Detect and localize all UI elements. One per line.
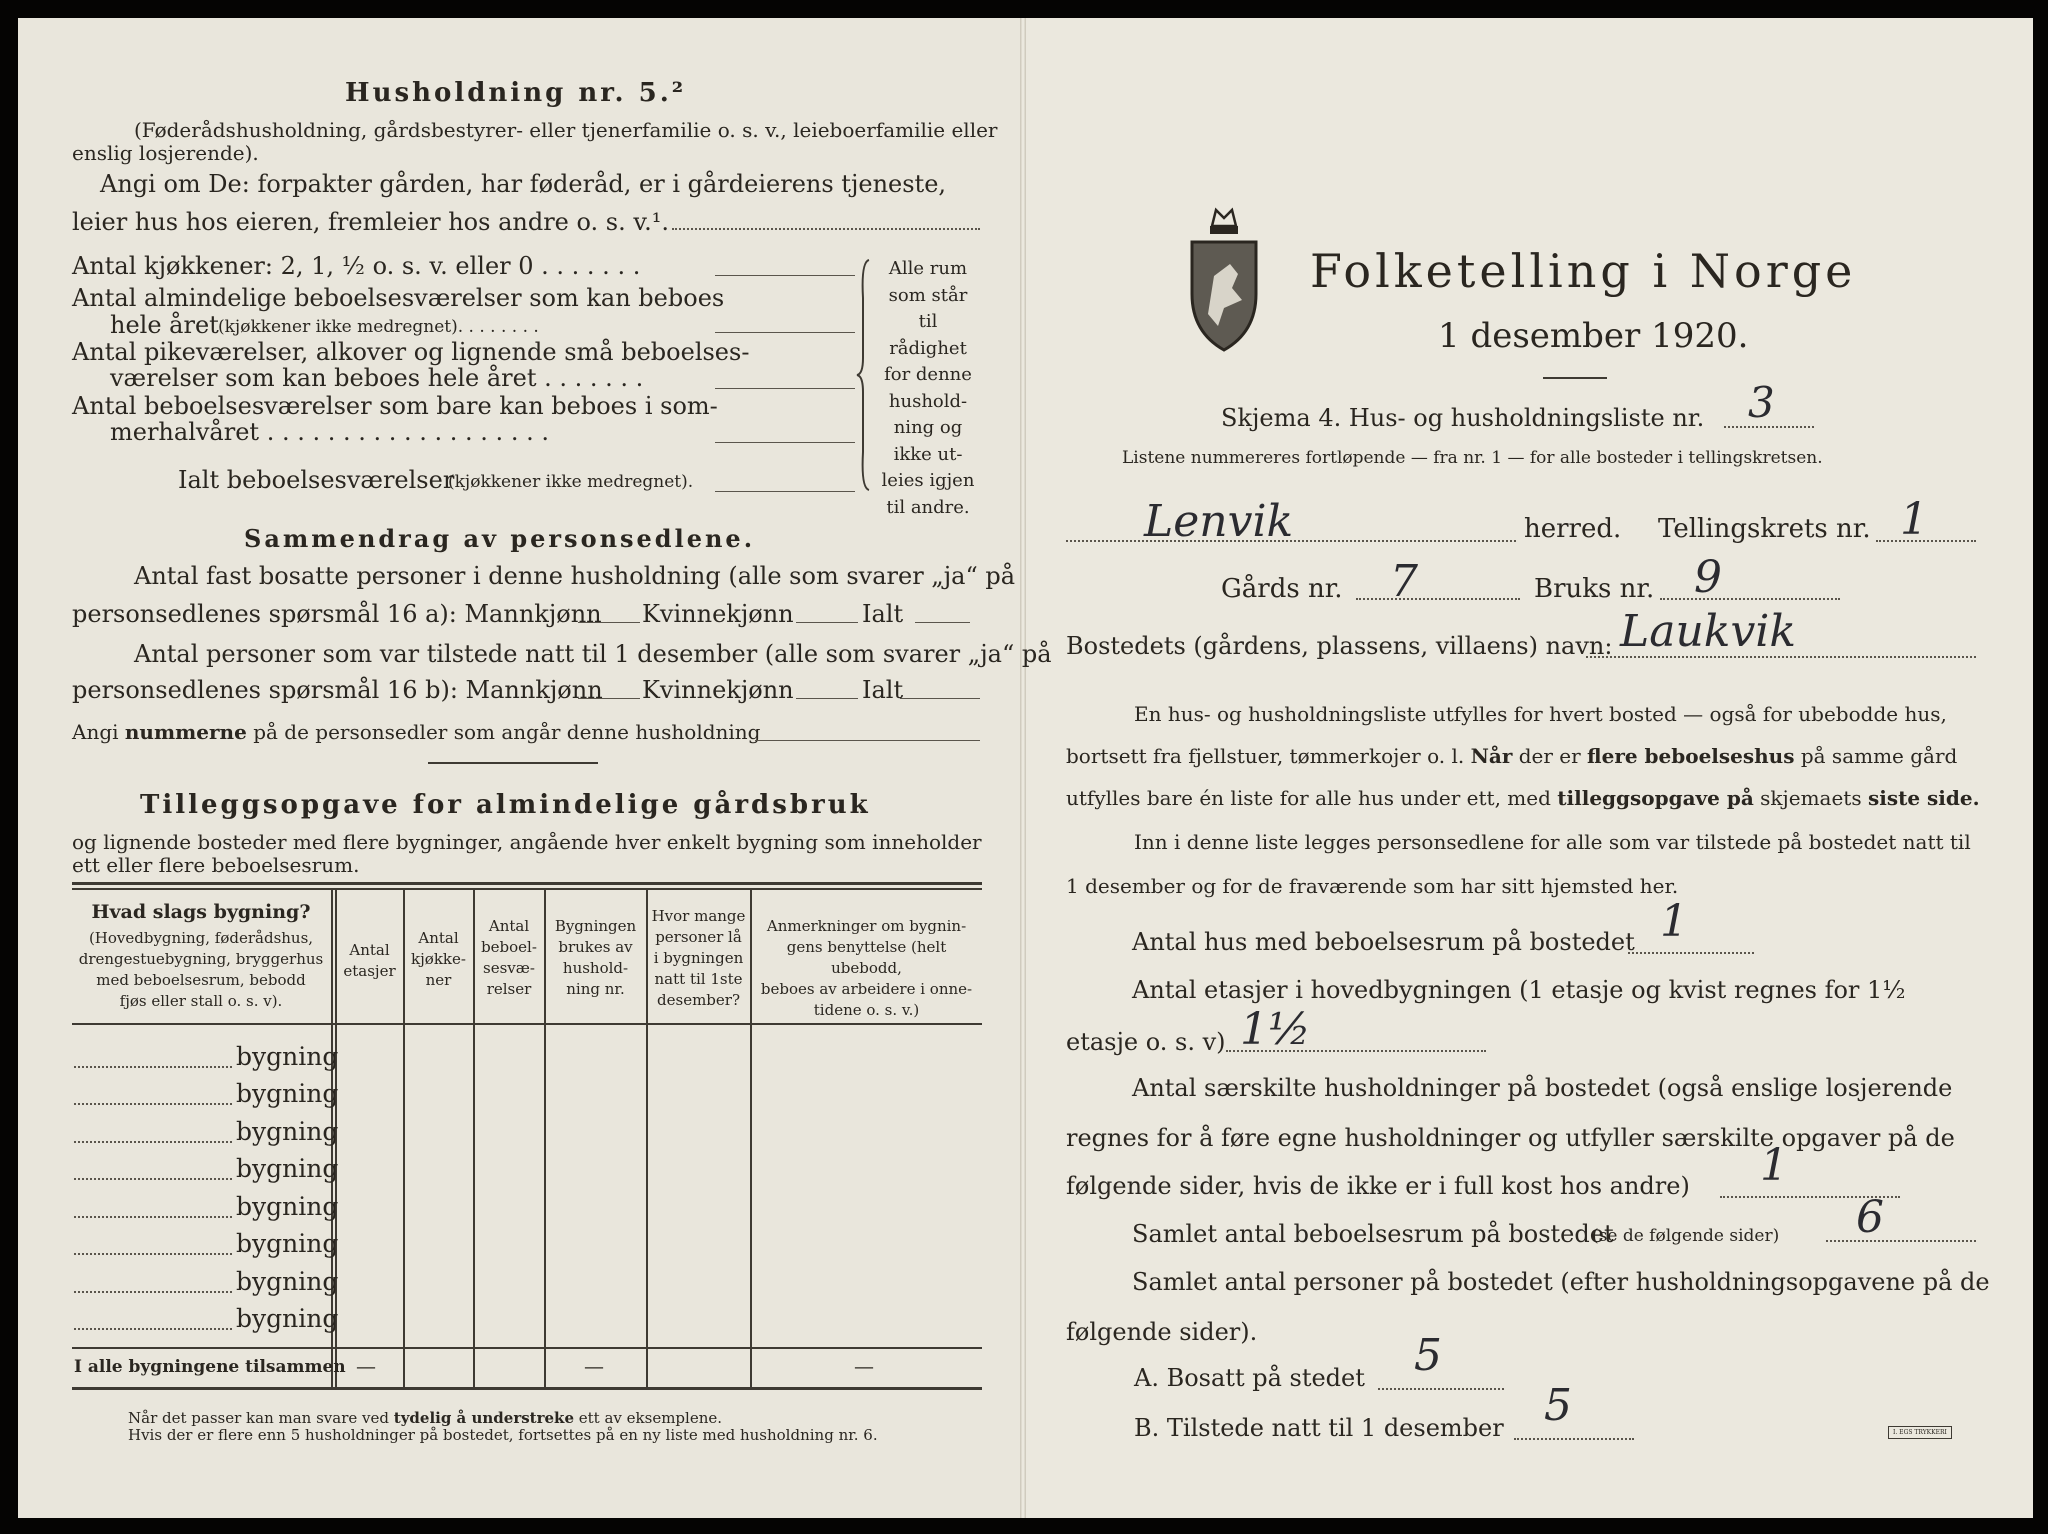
rooms-total-value[interactable]: 6: [1856, 1192, 1884, 1243]
rooms-total-answer-line[interactable]: [1826, 1240, 1976, 1242]
table-row: bygning: [236, 1154, 339, 1183]
present-female-label: Kvinnekjønn: [642, 676, 794, 704]
bosted-value[interactable]: Laukvik: [1620, 606, 1797, 657]
gards-answer-line[interactable]: [1356, 598, 1520, 600]
houses-answer-line[interactable]: [1628, 952, 1754, 954]
summary-line-3: Antal personer som var tilstede natt til 1 desember (alle som svarer „ja“ på: [134, 640, 1052, 668]
info-line-2: bortsett fra fjellstuer, tømmerkojer o. l. Når der er flere beboelseshus på samme gård: [1066, 744, 1958, 768]
row-answer-line[interactable]: [74, 1328, 232, 1330]
krets-value[interactable]: 1: [1900, 494, 1928, 545]
household-subtitle-2: enslig losjerende).: [72, 141, 259, 165]
herred-value[interactable]: Lenvik: [1144, 496, 1294, 547]
info-line-3: utfylles bare én liste for alle hus under ett, med tilleggsopgave på skjemaets siste side.: [1066, 786, 1980, 810]
houses-value[interactable]: 1: [1660, 896, 1688, 947]
gards-value[interactable]: 7: [1390, 556, 1418, 607]
bruks-label: Bruks nr.: [1534, 574, 1655, 604]
row-answer-line[interactable]: [74, 1103, 232, 1105]
ordinary-rooms-note: (kjøkkener ikke medregnet). . . . . . . .: [218, 317, 539, 337]
summer-rooms-label-2: merhalvåret . . . . . . . . . . . . . . . . . . .: [110, 418, 549, 446]
table-top-border-2: [72, 888, 982, 890]
present-count-value[interactable]: 5: [1544, 1380, 1572, 1431]
table-col1-title: Hvad slags bygning?: [91, 901, 311, 923]
present-total-label: Ialt: [862, 676, 904, 704]
side-note-brace-icon: [855, 258, 877, 492]
footnote-1: Når det passer kan man svare ved tydelig å understreke ett av eksemplene.: [128, 1409, 723, 1427]
bruks-answer-line[interactable]: [1660, 598, 1840, 600]
table-row: bygning: [236, 1229, 339, 1258]
summer-rooms-answer-line[interactable]: [715, 442, 855, 443]
floors-value[interactable]: 1½: [1240, 1004, 1311, 1055]
houses-label: Antal hus med beboelsesrum på bostedet: [1132, 928, 1635, 956]
krets-label: Tellingskrets nr.: [1658, 514, 1871, 544]
total-remarks-dash: —: [854, 1354, 874, 1378]
row-answer-line[interactable]: [74, 1178, 232, 1180]
info-line-1: En hus- og husholdningsliste utfylles for hvert bosted — også for ubebodde hus,: [1134, 702, 1947, 726]
bruks-value[interactable]: 9: [1694, 552, 1722, 603]
table-col1-desc: (Hovedbygning, føderådshus, drengestuebygning, bryggerhus med beboelsesrum, bebodd fjøs eller stall o. s. v).: [78, 929, 324, 1010]
coat-of-arms-icon: [1184, 204, 1264, 354]
numbers-line: Angi nummerne på de personsedler som angår denne husholdning: [72, 720, 761, 744]
present-count-label: B. Tilstede natt til 1 desember: [1134, 1414, 1504, 1442]
ordinary-rooms-label-1: Antal almindelige beboelsesværelser som kan beboes: [72, 284, 725, 312]
herred-label: herred.: [1524, 514, 1622, 544]
table-col-persons: Hvor mange personer lå i bygningen natt til 1ste desember?: [651, 907, 746, 1009]
maid-rooms-label-2: værelser som kan beboes hele året . . . . . . .: [110, 364, 644, 392]
supplement-line-1: og lignende bosteder med flere bygninger, angående hver enkelt bygning som inneholder: [72, 830, 982, 854]
table-total-label: I alle bygningene tilsammen: [74, 1357, 346, 1377]
floors-label-1: Antal etasjer i hovedbygningen (1 etasje og kvist regnes for 1½: [1132, 976, 1906, 1004]
info-line-5: 1 desember og for de fraværende som har sitt hjemsted her.: [1066, 874, 1679, 898]
census-date: 1 desember 1920.: [1438, 316, 1749, 356]
households-value[interactable]: 1: [1760, 1140, 1788, 1191]
resident-count-answer-line[interactable]: [1378, 1388, 1504, 1390]
persons-label-2: følgende sider).: [1066, 1318, 1258, 1346]
summary-line-2: personsedlenes spørsmål 16 a): Mannkjønn: [72, 600, 602, 628]
resident-count-value[interactable]: 5: [1414, 1330, 1442, 1381]
summary-heading: Sammendrag av personsedlene.: [244, 524, 756, 553]
footnote-2: Hvis der er flere enn 5 husholdninger på bostedet, fortsettes på en ny liste med husholdning nr. 6.: [128, 1426, 878, 1444]
kitchens-answer-line[interactable]: [715, 275, 855, 276]
households-label-3: følgende sider, hvis de ikke er i full kost hos andre): [1066, 1172, 1690, 1200]
households-label-1: Antal særskilte husholdninger på bostedet (også enslige losjerende: [1132, 1074, 1953, 1102]
table-col-rooms: Antal beboel- sesvæ- relser: [481, 917, 537, 998]
schema-value[interactable]: 3: [1748, 378, 1775, 427]
resident-female-line[interactable]: [796, 622, 858, 623]
page-fold: [1020, 18, 1026, 1518]
resident-female-label: Kvinnekjønn: [642, 600, 794, 628]
total-rooms-note: (kjøkkener ikke medregnet).: [448, 472, 694, 492]
title-divider: [1543, 377, 1607, 379]
summary-line-4: personsedlenes spørsmål 16 b): Mannkjønn: [72, 676, 603, 704]
table-col-household: Bygningen brukes av hushold- ning nr.: [554, 917, 637, 998]
maid-rooms-label-1: Antal pikeværelser, alkover og lignende små beboelses-: [72, 338, 750, 366]
row-answer-line[interactable]: [74, 1066, 232, 1068]
table-row: bygning: [236, 1042, 339, 1071]
summary-line-1: Antal fast bosatte personer i denne husholdning (alle som svarer „ja“ på: [134, 562, 1016, 590]
total-rooms-answer-line[interactable]: [715, 491, 855, 492]
schema-label: Skjema 4. Hus- og husholdningsliste nr.: [1221, 404, 1705, 432]
floors-label-2: etasje o. s. v): [1066, 1028, 1226, 1056]
total-household-dash: —: [584, 1354, 604, 1378]
persons-label-1: Samlet antal personer på bostedet (efter husholdningsopgavene på de: [1132, 1268, 1990, 1296]
table-row: bygning: [236, 1117, 339, 1146]
row-answer-line[interactable]: [74, 1216, 232, 1218]
gards-label: Gårds nr.: [1221, 574, 1343, 604]
ordinary-rooms-answer-line[interactable]: [715, 332, 855, 333]
total-rooms-label: Ialt beboelsesværelser: [178, 466, 455, 494]
section-divider: [428, 762, 598, 764]
kitchens-label: Antal kjøkkener: 2, 1, ½ o. s. v. eller 0 . . . . . . .: [72, 252, 641, 280]
table-row: bygning: [236, 1079, 339, 1108]
summer-rooms-label-1: Antal beboelsesværelser som bare kan beboes i som-: [72, 392, 718, 420]
resident-total-label: Ialt: [862, 600, 904, 628]
printer-mark: I. EGS TRYKKERI: [1888, 1426, 1952, 1439]
table-total-border: [72, 1347, 982, 1349]
numbers-answer-line[interactable]: [755, 740, 980, 741]
table-row: bygning: [236, 1304, 339, 1333]
left-page: [18, 18, 1023, 1518]
table-header-border: [72, 1023, 982, 1025]
supplement-heading: Tilleggsopgave for almindelige gårdsbruk: [140, 790, 871, 820]
maid-rooms-answer-line[interactable]: [715, 388, 855, 389]
angi-line-1: Angi om De: forpakter gården, har føderåd, er i gårdeierens tjeneste,: [100, 170, 947, 198]
household-subtitle: (Føderådshusholdning, gårdsbestyrer- eller tjenerfamilie o. s. v., leieboerfamilie eller: [134, 118, 998, 142]
row-answer-line[interactable]: [74, 1253, 232, 1255]
info-line-4: Inn i denne liste legges personsedlene for alle som var tilstede på bostedet natt til: [1134, 830, 1971, 854]
present-female-line[interactable]: [796, 698, 858, 699]
present-male-line[interactable]: [578, 698, 640, 699]
resident-count-label: A. Bosatt på stedet: [1134, 1364, 1365, 1392]
table-col-floors: Antal etasjer: [343, 941, 396, 980]
table-col-kitchens: Antal kjøkke- ner: [411, 929, 466, 989]
row-answer-line[interactable]: [74, 1141, 232, 1143]
table-row: bygning: [236, 1267, 339, 1296]
rooms-total-note: (se de følgende sider): [1592, 1226, 1780, 1246]
table-col-remarks: Anmerkninger om bygnin- gens benyttelse (helt ubebodd, beboes av arbeidere i onne- tidene o. s. v.): [760, 917, 973, 1019]
row-answer-line[interactable]: [74, 1291, 232, 1293]
bosted-label: Bostedets (gårdens, plassens, villaens) navn:: [1066, 632, 1613, 660]
table-row: bygning: [236, 1192, 339, 1221]
present-total-line[interactable]: [900, 698, 980, 699]
census-title: Folketelling i Norge: [1310, 244, 1857, 298]
total-floors-dash: —: [356, 1354, 376, 1378]
numbering-note: Listene nummereres fortløpende — fra nr. 1 — for alle bosteder i tellingskretsen.: [1122, 448, 1823, 468]
household-title: Husholdning nr. 5.²: [345, 78, 687, 108]
table-bottom-border: [72, 1387, 982, 1390]
ordinary-rooms-label-2: hele året: [110, 311, 219, 339]
rooms-total-label: Samlet antal beboelsesrum på bostedet: [1132, 1220, 1614, 1248]
angi-answer-line[interactable]: [672, 228, 980, 230]
resident-male-line[interactable]: [578, 622, 640, 623]
angi-line-2: leier hus hos eieren, fremleier hos andre o. s. v.¹.: [72, 208, 669, 236]
present-count-answer-line[interactable]: [1514, 1438, 1634, 1440]
households-label-2: regnes for å føre egne husholdninger og utfyller særskilte opgaver på de: [1066, 1124, 1955, 1152]
supplement-line-2: ett eller flere beboelsesrum.: [72, 853, 360, 877]
table-top-border: [72, 882, 982, 885]
resident-total-line[interactable]: [915, 622, 970, 623]
side-note: Alle rum som står til rådighet for denne hushold- ning og ikke ut- leies igjen til andre.: [881, 258, 975, 518]
